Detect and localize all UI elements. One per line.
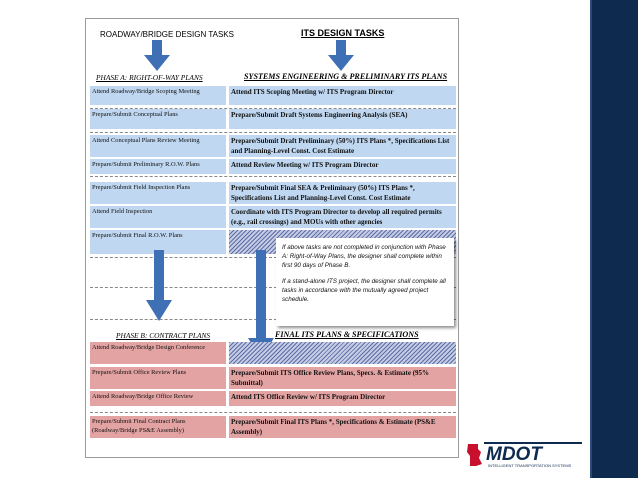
- its-task-cell: Coordinate with ITS Program Director to develop all required permits (e.g., rail crossings) and MOUs with other agencies: [229, 206, 456, 228]
- completion-note-box: [276, 238, 454, 326]
- roadway-task-cell: Prepare/Submit Preliminary R.O.W. Plans: [90, 159, 226, 174]
- row-divider: [90, 176, 456, 177]
- phase-a-title: PHASE A: RIGHT-OF-WAY PLANS: [96, 73, 203, 82]
- logo-subtext: INTELLIGENT TRANSPORTATION SYSTEMS: [488, 463, 572, 468]
- roadway-task-cell: Prepare/Submit Conceptual Plans: [90, 109, 226, 129]
- its-task-cell: Prepare/Submit Draft Preliminary (50%) ITS Plans *, Specifications List and Planning-Level Const. Cost Estimate: [229, 135, 456, 157]
- roadway-task-cell: Attend Roadway/Bridge Scoping Meeting: [90, 86, 226, 105]
- its-hatched-cell: [229, 342, 456, 364]
- roadway-task-cell: Prepare/Submit Final R.O.W. Plans: [90, 230, 226, 254]
- roadway-task-cell: Attend Conceptual Plans Review Meeting: [90, 135, 226, 157]
- roadway-column-title: ROADWAY/BRIDGE DESIGN TASKS: [100, 30, 234, 39]
- mississippi-state-icon: [467, 444, 482, 466]
- systems-engineering-title: SYSTEMS ENGINEERING & PRELIMINARY ITS PLANS: [244, 72, 448, 81]
- its-task-cell: Prepare/Submit Final SEA & Preliminary (50%) ITS Plans *, Specifications List and Planning-Level Const. Cost Estimate: [229, 182, 456, 204]
- its-task-cell: Attend ITS Scoping Meeting w/ ITS Program Director: [229, 86, 456, 105]
- mdot-logo: [464, 440, 586, 470]
- final-its-plans-title: FINAL ITS PLANS & SPECIFICATIONS: [275, 330, 419, 339]
- table-row: [90, 109, 456, 129]
- roadway-task-cell: Attend Roadway/Bridge Design Conference: [90, 342, 226, 364]
- row-divider: [90, 132, 456, 133]
- its-task-cell: Attend Review Meeting w/ ITS Program Director: [229, 159, 456, 174]
- long-down-arrow-icon: [146, 250, 172, 322]
- down-arrow-icon: [328, 40, 354, 72]
- row-divider: [90, 412, 456, 413]
- table-row: [90, 391, 456, 406]
- table-row: [90, 416, 456, 438]
- note-standalone-text: If a stand-alone ITS project, the designer shall complete all tasks in accordance with the mutually agreed project schedule.: [282, 277, 446, 304]
- down-arrow-icon: [144, 40, 170, 72]
- right-band-divider: [590, 0, 592, 478]
- table-row: [90, 367, 456, 389]
- table-row: [90, 159, 456, 174]
- phase-b-title: PHASE B: CONTRACT PLANS: [116, 331, 211, 340]
- table-row: [90, 206, 456, 228]
- its-task-cell: Attend ITS Office Review w/ ITS Program Director: [229, 391, 456, 406]
- its-task-cell: Prepare/Submit Draft Systems Engineering Analysis (SEA): [229, 109, 456, 129]
- table-row: [90, 86, 456, 105]
- roadway-task-cell: Prepare/Submit Final Contract Plans (Roadway/Bridge PS&E Assembly): [90, 416, 226, 438]
- its-task-cell: Prepare/Submit ITS Office Review Plans, Specs. & Estimate (95% Submittal): [229, 367, 456, 389]
- table-row: [90, 135, 456, 157]
- table-row: [90, 342, 456, 364]
- logo-wordmark: MDOT: [486, 444, 542, 465]
- roadway-task-cell: Prepare/Submit Office Review Plans: [90, 367, 226, 389]
- table-row: [90, 182, 456, 204]
- note-phase-a-text: If above tasks are not completed in conjunction with Phase A: Right-of-Way Plans, the designer shall complete within first 90 days of Phase B.: [282, 244, 446, 270]
- roadway-task-cell: Prepare/Submit Field Inspection Plans: [90, 182, 226, 204]
- roadway-task-cell: Attend Field Inspection: [90, 206, 226, 228]
- its-task-cell: Prepare/Submit Final ITS Plans *, Specifications & Estimate (PS&E Assembly): [229, 416, 456, 438]
- its-column-title: ITS DESIGN TASKS: [301, 28, 385, 38]
- right-decorative-band: [592, 0, 638, 478]
- roadway-task-cell: Attend Roadway/Bridge Office Review: [90, 391, 226, 406]
